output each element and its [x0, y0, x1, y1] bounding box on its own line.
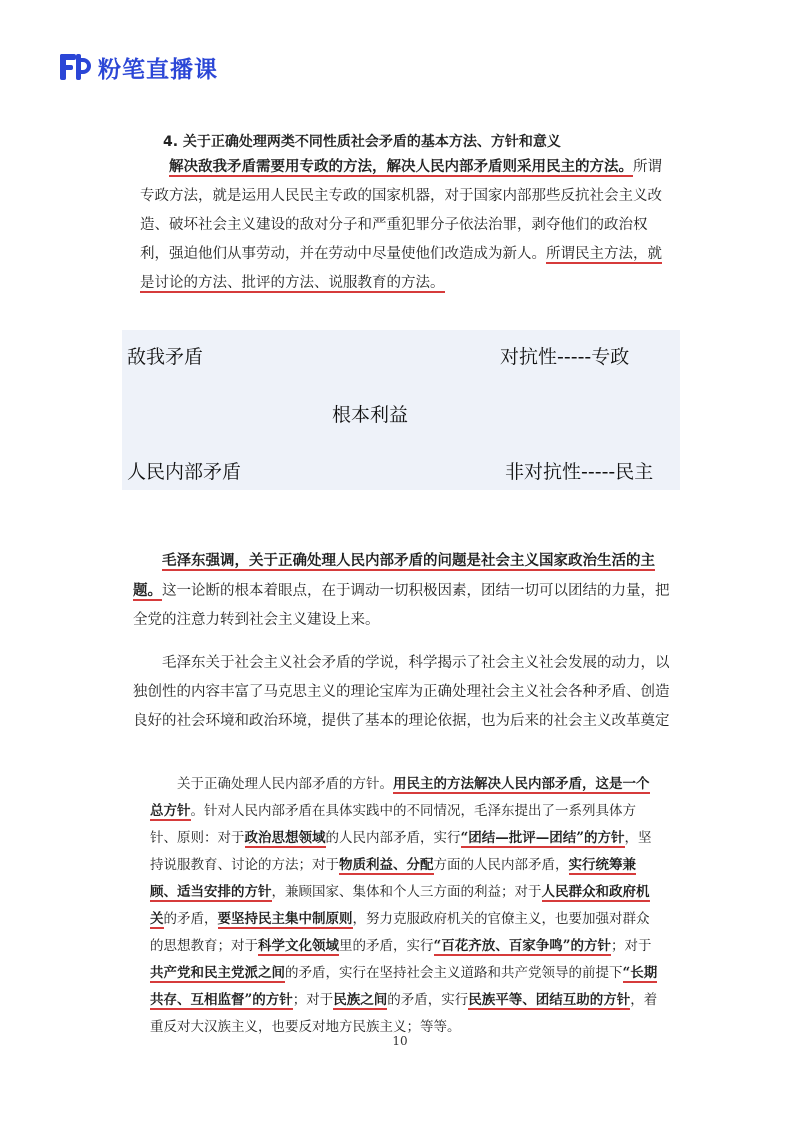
highlight-text: 实行统筹兼顾、适当安排的方针	[150, 856, 636, 900]
highlight-text: “团结—批评—团结”的方针	[460, 829, 625, 846]
label-enemy-contradiction: 敌我矛盾	[127, 346, 204, 368]
body-text: ；对于	[611, 937, 652, 954]
highlight-text: 要坚持民主集中制原则	[217, 910, 353, 927]
paragraph-theory: 毛泽东关于社会主义社会矛盾的学说，科学揭示了社会主义社会发展的动力，以独创性的内容丰富了马克思主义的理论宝库为正确处理社会主义社会各种矛盾、创造良好的社会环境和政治环境，提供了基本的理论依据，也为后来的社会主义改革奠定	[133, 655, 670, 729]
label-antagonistic: 对抗性-----专政	[500, 346, 630, 368]
body-text: ，兼顾国家、集体和个人三方面的利益；对于	[271, 883, 542, 900]
brand-logo	[58, 50, 218, 84]
body-text: 的矛盾，实行	[387, 991, 469, 1008]
highlight-text: 政治思想领域	[244, 829, 326, 846]
highlight-text: 所谓民主方法，就是讨论的方法、批评的方法、说服教育的方法。	[140, 246, 662, 291]
fenbi-logo-icon	[58, 50, 92, 84]
highlight-text: “长期共存、互相监督”的方针	[150, 964, 658, 1008]
label-non-antagonistic: 非对抗性-----民主	[505, 461, 654, 483]
highlight-text: 人民群众和政府机关	[150, 883, 650, 927]
label-people-contradiction: 人民内部矛盾	[127, 461, 242, 483]
paragraph-methods	[140, 152, 670, 298]
body-text: 这一论断的根本着眼点，在于调动一切积极因素，团结一切可以团结的力量，把全党的注意力转到社会主义建设上来。	[133, 582, 670, 628]
body-text: 方面的人民内部矛盾，	[433, 856, 569, 873]
section-heading: 4. 关于正确处理两类不同性质社会矛盾的基本方法、方针和意义	[163, 134, 561, 150]
body-text: 的矛盾，	[163, 910, 218, 927]
highlight-text: 毛泽东强调，关于正确处理人民内部矛盾的问题是社会主义国家政治生活的主题。	[133, 551, 655, 599]
label-fundamental-interest: 根本利益	[332, 404, 409, 426]
body-text: 里的矛盾，实行	[339, 937, 434, 954]
highlight-text: 解决敌我矛盾需要用专政的方法，解决人民内部矛盾则采用民主的方法。	[169, 158, 633, 175]
body-text: 所谓专政方法，就是运用人民民主专政的国家机器，对于国家内部那些反抗社会主义改造、破坏社会主义建设的敌对分子和严重犯罪分子依法治罪，剥夺他们的政治权利，强迫他们从事劳动，并在劳动中尽量使他们改造成为新人。	[140, 159, 662, 262]
highlight-text: 民族之间	[333, 991, 388, 1008]
highlight-text: 用民主的方法解决人民内部矛盾，这是一个总方针	[150, 775, 650, 819]
paragraph-policies	[150, 757, 660, 1054]
body-text: 。针对人民内部矛盾在具体实践中的不同情况，毛泽东提出了一系列具体方针、原则：对于	[150, 802, 636, 846]
body-text: ，坚持说服教育、讨论的方法；对于	[150, 829, 652, 873]
body-text: ；对于	[292, 991, 334, 1008]
brand-name: 粉笔直播课	[98, 56, 218, 83]
highlight-text: 物质利益、分配	[339, 856, 434, 873]
body-text: ，着重反对大汉族主义，也要反对地方民族主义；等等。	[150, 991, 658, 1035]
page-number: 10	[392, 1034, 408, 1048]
paragraph-main-theme	[133, 531, 678, 751]
contradiction-diagram	[122, 330, 680, 490]
body-text: 的矛盾，实行在坚持社会主义道路和共产党领导的前提下	[285, 964, 623, 981]
body-text: 关于正确处理人民内部矛盾的方针。	[177, 775, 393, 792]
highlight-text: 科学文化领域	[258, 937, 339, 954]
highlight-text: “百花齐放、百家争鸣”的方针	[433, 937, 612, 954]
highlight-text: 民族平等、团结互助的方针	[468, 991, 631, 1008]
body-text: 的人民内部矛盾，实行	[325, 829, 461, 846]
body-text: ，努力克服政府机关的官僚主义，也要加强对群众的思想教育；对于	[150, 910, 650, 954]
highlight-text: 共产党和民主党派之间	[150, 964, 285, 981]
